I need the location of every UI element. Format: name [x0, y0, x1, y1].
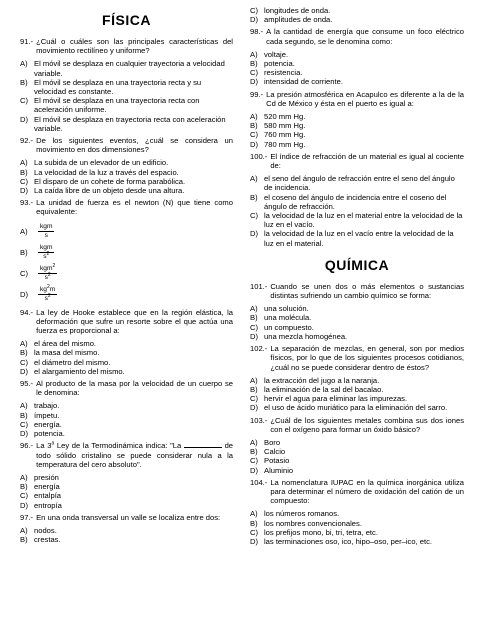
option-c[interactable]: C) El móvil se desplaza en una trayectoria recta con aceleración uniforme. [20, 96, 200, 115]
question-number: 104.- [250, 477, 268, 487]
question-number: 103.- [250, 415, 268, 425]
question-number: 91.- [20, 37, 34, 46]
option-c[interactable]: C) hervir el agua para eliminar las impurezas. [250, 394, 408, 404]
option-a[interactable]: A) $\frac{\text{kgm}}{s}$ [20, 223, 53, 239]
option-b[interactable]: B) Calcio [250, 447, 286, 457]
option-d[interactable]: D) entropía [20, 500, 62, 510]
option-b[interactable]: B) potencia. [250, 59, 295, 69]
option-c[interactable]: C) longitudes de onda. [250, 6, 331, 15]
question-text: De los siguientes eventos, ¿cuál se considera un movimiento en dos dimensiones? [36, 136, 233, 155]
question-number: 99.- [250, 89, 264, 99]
option-a[interactable]: A) la extracción del jugo a la naranja. [250, 375, 380, 385]
option-d[interactable]: D) $\frac{kg^2m}{s^2}$ [20, 283, 56, 302]
option-a[interactable]: A) Boro [250, 437, 281, 447]
option-b[interactable]: B) La velocidad de la luz a través del espacio. [20, 167, 179, 177]
question-100 [250, 152, 464, 248]
question-number: 94.- [20, 307, 34, 317]
option-b[interactable]: B) $\frac{\text{kgm}}{s^2}$ [20, 244, 53, 260]
option-list [20, 473, 233, 510]
option-list [250, 509, 464, 546]
option-c[interactable]: C) el diámetro del mismo. [20, 357, 111, 367]
left-column [20, 6, 233, 547]
question-text: Cuando se unen dos o más elementos o sustancias distintas sufriendo un cambio químico se forma: [270, 281, 464, 301]
question-91 [20, 37, 233, 133]
option-b[interactable]: B) los nombres convencionales. [250, 518, 362, 528]
option-list [250, 174, 464, 248]
option-b[interactable]: B) una molécula. [250, 313, 312, 323]
question-number: 97.- [20, 512, 34, 522]
question-text: La ley de Hooke establece que en la región elástica, la deformación que sufre un resorte sobre el que actúa una fuerza es proporcional a: [36, 307, 233, 336]
option-b[interactable]: B) crestas. [20, 535, 61, 545]
question-number: 96.- [20, 441, 34, 451]
option-d[interactable]: D) el alargamiento del mismo. [20, 366, 125, 376]
question-93 [20, 198, 233, 304]
option-list [250, 304, 464, 341]
unit-fraction: $\frac{kg^2m}{s^2}$ [40, 283, 56, 302]
option-d[interactable]: D) intensidad de corriente. [250, 77, 343, 87]
option-b[interactable]: B) el coseno del ángulo de incidencia entre el coseno del ángulo de refracción. [250, 192, 447, 211]
option-c[interactable]: C) El disparo de un cohete de forma parabólica. [20, 176, 186, 186]
option-list [20, 158, 233, 195]
option-d[interactable]: D) potencia. [20, 429, 65, 439]
question-95 [20, 379, 233, 438]
option-list [20, 59, 233, 133]
option-d[interactable]: D) El móvil se desplaza en trayectoria recta con aceleración variable. [20, 114, 226, 133]
option-c[interactable]: C) un compuesto. [250, 322, 314, 332]
question-number: 93.- [20, 198, 34, 208]
option-a[interactable]: A) una solución. [250, 304, 309, 314]
option-b[interactable]: B) energía [20, 482, 60, 492]
question-text: La nomenclatura IUPAC en la química inorgánica utiliza para determinar el número de oxidación del catión de un compuesto: [270, 477, 464, 506]
question-103 [250, 416, 464, 475]
question-97-continued [250, 6, 464, 24]
question-text: La presión atmosférica en Acapulco es diferente a la de la Cd de México y ésta en el puerto es igual a: [266, 89, 464, 108]
option-list [250, 50, 464, 87]
question-92 [20, 136, 233, 195]
option-list [20, 339, 233, 376]
question-text: La 3$^a$ Ley de la Termodinámica indica: "La de todo sólido cristalino se puede considerar nula a la temperatura del cero absoluto". [36, 440, 234, 469]
option-c[interactable]: C) los prefijos mono, bi, tri, tetra, etc. [250, 527, 378, 537]
option-c[interactable]: C) energía. [20, 419, 62, 429]
option-list [20, 526, 233, 544]
option-a[interactable]: A) 520 mm Hg. [250, 112, 306, 122]
option-a[interactable]: A) trabajo. [20, 401, 60, 411]
unit-fraction: $\frac{kgm^2}{s^2}$ [40, 262, 56, 281]
question-102 [250, 344, 464, 412]
question-104 [250, 478, 464, 546]
question-text: La separación de mezclas, en general, son por medios físicos, por lo que de los siguientes procesos cotidianos, ¿cuál no se puede considerar dentro de éstos? [270, 344, 464, 372]
option-d[interactable]: D) 780 mm Hg. [250, 139, 306, 149]
option-list [250, 376, 464, 413]
option-b[interactable]: B) la eliminación de la sal del bacalao. [250, 384, 384, 394]
question-96 [20, 441, 233, 509]
right-column [250, 6, 464, 549]
question-number: 98.- [250, 27, 264, 37]
question-text: La unidad de fuerza es el newton (N) que tiene como equivalente: [36, 198, 233, 217]
question-number: 95.- [20, 379, 34, 389]
question-number: 102.- [250, 344, 268, 354]
question-97 [20, 513, 233, 545]
fill-in-blank [184, 441, 222, 448]
question-text: ¿Cuál o cuáles son las principales características del movimiento rectilíneo y uniforme? [36, 37, 233, 56]
option-list [250, 438, 464, 475]
option-a[interactable]: A) el área del mismo. [20, 339, 97, 349]
option-a[interactable]: A) el seno del ángulo de refracción entre el seno del ángulo de incidencia. [250, 174, 455, 193]
option-b[interactable]: B) El móvil se desplaza en una trayectoria recta y su velocidad es constante. [20, 77, 202, 97]
option-c[interactable]: C) resistencia. [250, 68, 303, 78]
question-99 [250, 90, 464, 149]
question-number: 100.- [250, 151, 268, 161]
question-text: ¿Cuál de los siguientes metales combina sus dos iones con el oxígeno para formar un óxido básico? [270, 415, 464, 434]
option-a[interactable]: A) voltaje. [250, 49, 289, 59]
option-d[interactable]: D) amplitudes de onda. [250, 15, 333, 25]
option-list [20, 401, 233, 438]
unit-fraction: $\frac{\text{kgm}}{s^2}$ [40, 244, 53, 260]
question-98 [250, 27, 464, 86]
option-a[interactable]: A) El móvil se desplaza en cualquier trayectoria a velocidad variable. [20, 59, 225, 78]
option-d[interactable]: D) La caída libre de un objeto desde una altura. [20, 186, 185, 196]
question-text: A la cantidad de energía que consume un foco eléctrico cada segundo, se le denomina como: [266, 27, 464, 46]
option-b[interactable]: B) ímpetu. [20, 410, 60, 420]
option-c[interactable]: C) Potasio [250, 456, 290, 466]
option-c[interactable]: C) la velocidad de la luz en el material entre la velocidad de la luz en el vacío. [250, 211, 463, 230]
option-c[interactable]: C) $\frac{kgm^2}{s^2}$ [20, 262, 56, 281]
option-a[interactable]: A) presión [20, 472, 59, 482]
question-number: 101.- [250, 281, 268, 291]
section-title-quimica: QUÍMICA [324, 256, 390, 273]
option-c[interactable]: C) entalpía [20, 491, 62, 501]
option-d[interactable]: D) una mezcla homogénea. [250, 331, 348, 341]
option-a[interactable]: A) los números romanos. [250, 509, 340, 519]
option-a[interactable]: A) La subida de un elevador de un edificio. [20, 158, 169, 168]
option-list [250, 112, 464, 149]
option-b[interactable]: B) 580 mm Hg. [250, 121, 306, 131]
option-c[interactable]: C) 760 mm Hg. [250, 130, 306, 140]
option-b[interactable]: B) la masa del mismo. [20, 348, 100, 358]
option-list [20, 221, 233, 305]
section-title-fisica: FÍSICA [102, 12, 151, 28]
question-94 [20, 308, 233, 376]
option-d[interactable]: D) Aluminio [250, 465, 294, 475]
unit-fraction: $\frac{\text{kgm}}{s}$ [40, 223, 53, 239]
option-d[interactable]: D) el uso de ácido muriático para la eliminación del sarro. [250, 403, 448, 413]
question-number: 92.- [20, 136, 34, 146]
option-a[interactable]: A) nodos. [20, 525, 57, 535]
option-d[interactable]: D) la velocidad de la luz en el vacío entre la velocidad de la luz en el material. [250, 229, 454, 248]
option-d[interactable]: D) las terminaciones oso, ico, hipo–oso, per–ico, etc. [250, 536, 432, 546]
question-text: El índice de refracción de un material es igual al cociente de: [270, 151, 464, 171]
question-text: En una onda transversal un valle se localiza entre dos: [36, 512, 221, 522]
question-101 [250, 282, 464, 341]
question-text: Al producto de la masa por la velocidad de un cuerpo se le denomina: [36, 379, 233, 398]
